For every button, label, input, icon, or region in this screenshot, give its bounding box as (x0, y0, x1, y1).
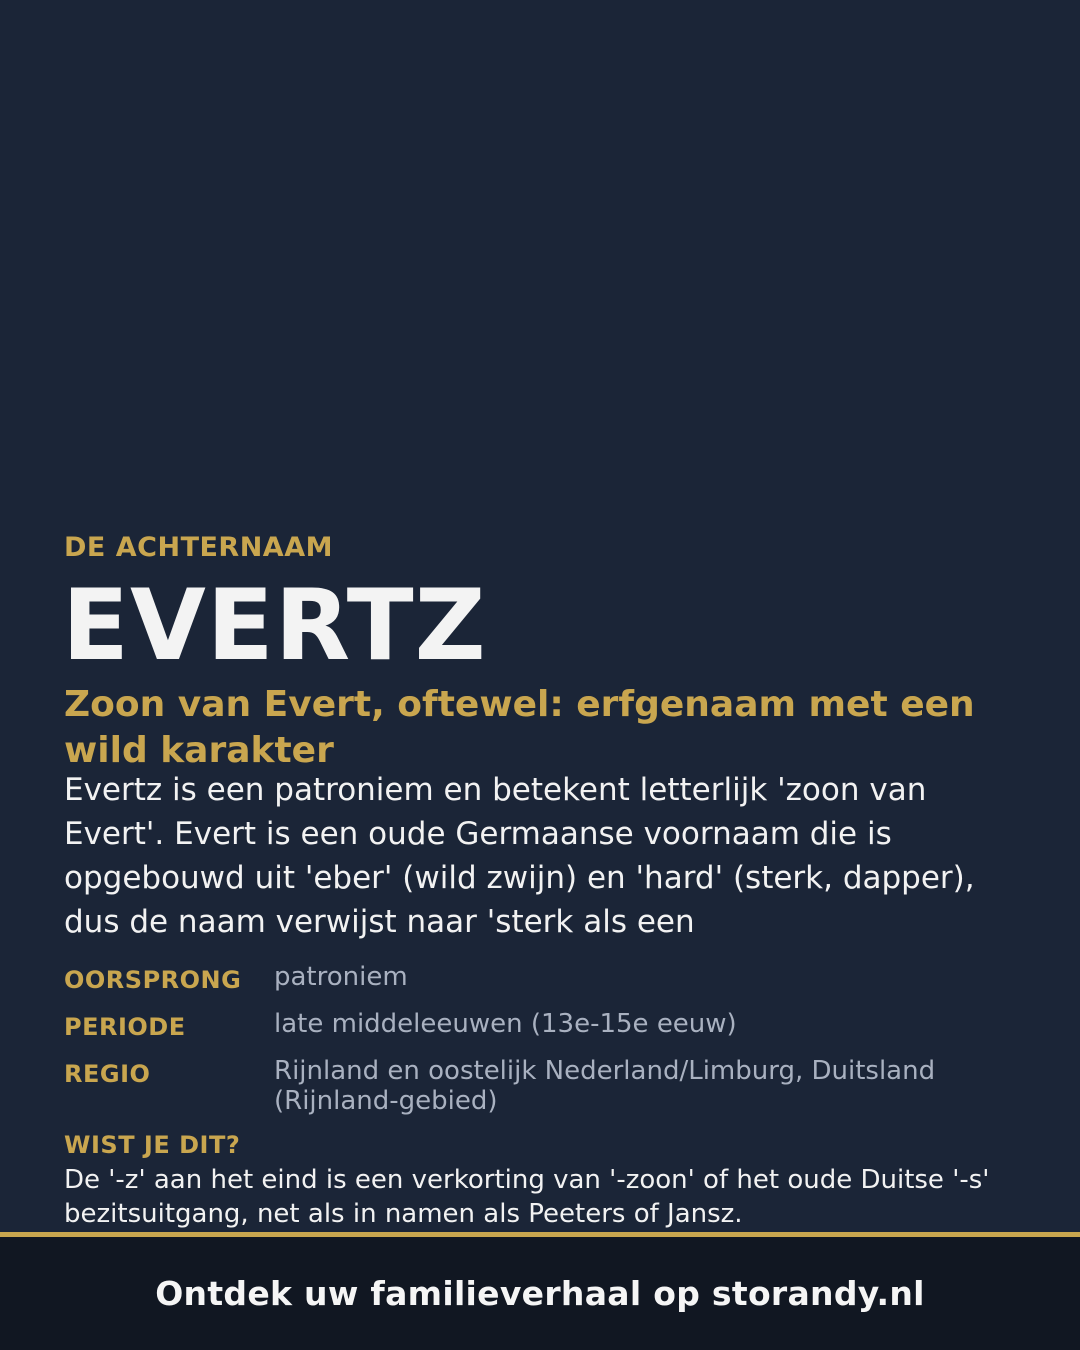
trivia-text: De '-z' aan het eind is een verkorting van '-zoon' of het oude Duitse '-s' bezitsuitgang, net als in namen als Peeters of Jansz. (64, 1165, 990, 1229)
fact-row-period (64, 1009, 1024, 1042)
footer-cta: Ontdek uw familieverhaal op storandy.nl (155, 1274, 925, 1313)
surname-tagline: Zoon van Evert, oftewel: erfgenaam met een wild karakter (64, 684, 975, 771)
fact-value: patroniem (274, 962, 408, 992)
facts-list (64, 962, 1024, 1130)
eyebrow-label: DE ACHTERNAAM (64, 532, 333, 563)
fact-label: OORSPRONG (64, 966, 242, 994)
fact-label: PERIODE (64, 1013, 186, 1041)
footer-banner (0, 1232, 1080, 1350)
fact-value: late middeleeuwen (13e-15e eeuw) (274, 1009, 737, 1039)
fact-row-origin (64, 962, 1024, 995)
surname-title: EVERTZ (62, 569, 487, 683)
fact-value: Rijnland en oostelijk Nederland/Limburg, Duitsland (Rijnland-gebied) (274, 1056, 936, 1116)
fact-label: REGIO (64, 1060, 151, 1088)
surname-description: Evertz is een patroniem en betekent letterlijk 'zoon van Evert'. Evert is een oude Germaanse voornaam die is opgebouwd uit 'eber' (wild zwijn) en 'hard' (sterk, dapper), dus de naam verwijst naar 'sterk als een (64, 772, 975, 940)
trivia-label: WIST JE DIT? (64, 1131, 241, 1159)
fact-row-region (64, 1056, 1024, 1116)
